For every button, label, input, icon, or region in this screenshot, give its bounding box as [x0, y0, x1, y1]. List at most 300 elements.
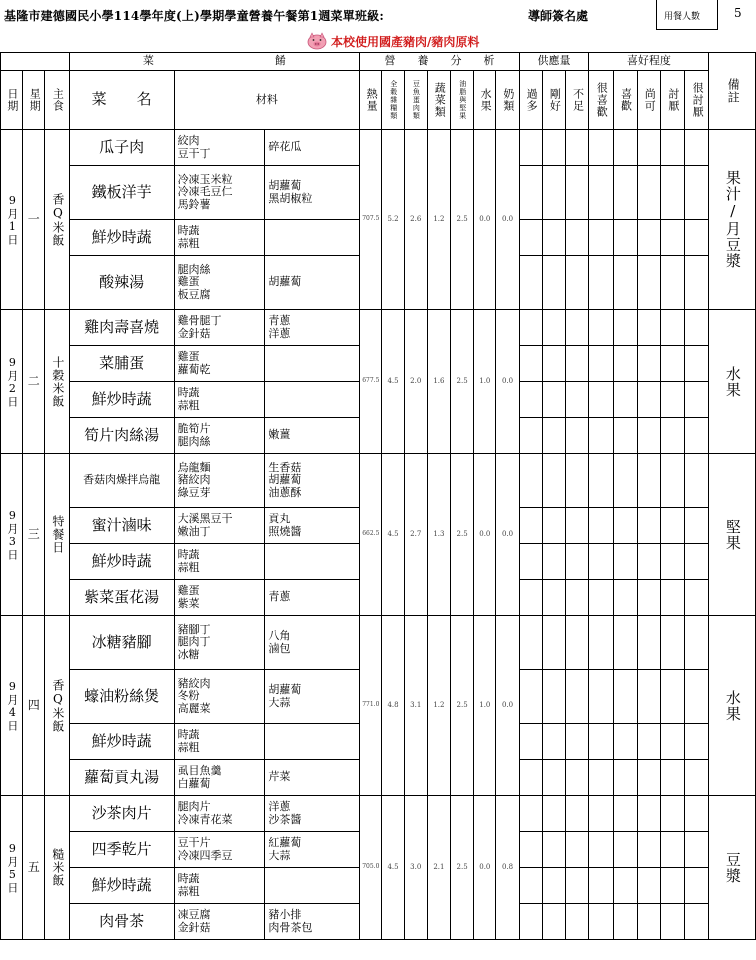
- nutrition-vegetables: 1.2: [427, 130, 450, 310]
- supply-check-cell[interactable]: [519, 580, 542, 616]
- dish-name: 鮮炒時蔬: [69, 868, 174, 904]
- preference-check-cell[interactable]: [685, 760, 709, 796]
- preference-check-cell[interactable]: [637, 904, 660, 940]
- dish-ingredients-main: 雞骨腿丁 金針菇: [174, 310, 265, 346]
- menu-title: 基隆市建德國民小學114學年度(上)學期學童營養午餐第1週菜單班級:: [4, 9, 384, 23]
- dish-ingredients-main: 虱目魚羹 白蘿蔔: [174, 760, 265, 796]
- preference-check-cell[interactable]: [637, 220, 660, 256]
- nutrition-grains: 4.5: [382, 310, 404, 454]
- preference-check-cell[interactable]: [637, 724, 660, 760]
- preference-check-cell[interactable]: [685, 508, 709, 544]
- preference-check-cell[interactable]: [660, 130, 684, 166]
- day-remark: 水果: [709, 616, 756, 796]
- preference-check-cell[interactable]: [589, 832, 613, 868]
- preference-check-cell[interactable]: [685, 130, 709, 166]
- supply-check-cell[interactable]: [566, 508, 589, 544]
- preference-check-cell[interactable]: [637, 580, 660, 616]
- nutrition-vegetables: 2.1: [427, 796, 450, 940]
- preference-check-cell[interactable]: [613, 166, 637, 220]
- supply-check-cell[interactable]: [519, 310, 542, 346]
- dish-name: 冰糖豬腳: [69, 616, 174, 670]
- preference-check-cell[interactable]: [613, 382, 637, 418]
- preference-check-cell[interactable]: [589, 382, 613, 418]
- dish-ingredients-extra: 豬小排 肉骨茶包: [265, 904, 360, 940]
- preference-check-cell[interactable]: [613, 418, 637, 454]
- dish-ingredients-main: 脆筍片 腿肉絲: [174, 418, 265, 454]
- dish-ingredients-extra: [265, 346, 360, 382]
- preference-check-cell[interactable]: [660, 418, 684, 454]
- preference-check-cell[interactable]: [637, 418, 660, 454]
- supply-check-cell[interactable]: [519, 544, 542, 580]
- group-nutrition: 營 養 分 析: [360, 53, 519, 71]
- dish-ingredients-main: 冷凍玉米粒 冷凍毛豆仁 馬鈴薯: [174, 166, 265, 220]
- preference-check-cell[interactable]: [613, 832, 637, 868]
- supply-check-cell[interactable]: [542, 454, 565, 508]
- supply-check-cell[interactable]: [542, 796, 565, 832]
- col-supply-just-right: 剛好: [542, 71, 565, 130]
- dish-ingredients-extra: [265, 868, 360, 904]
- dish-name: 紫菜蛋花湯: [69, 580, 174, 616]
- preference-check-cell[interactable]: [589, 166, 613, 220]
- nutrition-protein: 2.6: [404, 130, 427, 310]
- dish-ingredients-extra: 嫩薑: [265, 418, 360, 454]
- preference-check-cell[interactable]: [660, 868, 684, 904]
- day-staple: 香Q米飯: [45, 130, 69, 310]
- nutrition-dairy: 0.8: [496, 796, 519, 940]
- dish-ingredients-main: 烏龍麵 豬絞肉 綠豆芽: [174, 454, 265, 508]
- supply-check-cell[interactable]: [519, 724, 542, 760]
- preference-check-cell[interactable]: [660, 724, 684, 760]
- preference-check-cell[interactable]: [660, 670, 684, 724]
- supply-check-cell[interactable]: [566, 760, 589, 796]
- dish-name: 鮮炒時蔬: [69, 220, 174, 256]
- supply-check-cell[interactable]: [542, 382, 565, 418]
- col-grains: 全穀雜糧類: [382, 71, 404, 130]
- nutrition-calories: 662.5: [360, 454, 382, 616]
- preference-check-cell[interactable]: [613, 670, 637, 724]
- preference-check-cell[interactable]: [589, 760, 613, 796]
- col-protein: 豆魚蛋肉類: [404, 71, 427, 130]
- preference-check-cell[interactable]: [637, 616, 660, 670]
- diner-count-value: 5: [734, 6, 742, 20]
- dish-ingredients-main: 豬腳丁 腿肉丁 冰糖: [174, 616, 265, 670]
- supply-check-cell[interactable]: [542, 166, 565, 220]
- col-supply-not-enough: 不足: [566, 71, 589, 130]
- dish-name: 酸辣湯: [69, 256, 174, 310]
- supply-check-cell[interactable]: [542, 724, 565, 760]
- notice-text: 本校使用國產豬肉/豬肉原料: [331, 34, 480, 49]
- col-pref-ok: 尚可: [637, 71, 660, 130]
- supply-check-cell[interactable]: [566, 256, 589, 310]
- day-date: 9月1日: [1, 130, 23, 310]
- preference-check-cell[interactable]: [613, 544, 637, 580]
- supply-check-cell[interactable]: [519, 346, 542, 382]
- preference-check-cell[interactable]: [685, 616, 709, 670]
- supply-check-cell[interactable]: [519, 616, 542, 670]
- preference-check-cell[interactable]: [589, 508, 613, 544]
- preference-check-cell[interactable]: [660, 346, 684, 382]
- supply-check-cell[interactable]: [566, 418, 589, 454]
- dish-ingredients-main: 豬絞肉 冬粉 高麗菜: [174, 670, 265, 724]
- preference-check-cell[interactable]: [589, 904, 613, 940]
- day-date: 9月2日: [1, 310, 23, 454]
- preference-check-cell[interactable]: [613, 904, 637, 940]
- supply-check-cell[interactable]: [542, 616, 565, 670]
- nutrition-grains: 4.5: [382, 796, 404, 940]
- nutrition-fats: 2.5: [451, 130, 474, 310]
- preference-check-cell[interactable]: [637, 544, 660, 580]
- dish-ingredients-main: 時蔬 蒜粗: [174, 544, 265, 580]
- group-preference: 喜好程度: [589, 53, 709, 71]
- preference-check-cell[interactable]: [613, 256, 637, 310]
- dish-ingredients-main: 時蔬 蒜粗: [174, 868, 265, 904]
- preference-check-cell[interactable]: [660, 544, 684, 580]
- supply-check-cell[interactable]: [519, 454, 542, 508]
- preference-check-cell[interactable]: [589, 580, 613, 616]
- dish-ingredients-extra: 紅蘿蔔 大蒜: [265, 832, 360, 868]
- preference-check-cell[interactable]: [637, 310, 660, 346]
- preference-check-cell[interactable]: [660, 796, 684, 832]
- supply-check-cell[interactable]: [566, 832, 589, 868]
- preference-check-cell[interactable]: [685, 220, 709, 256]
- dish-name: 鮮炒時蔬: [69, 724, 174, 760]
- col-ingredients: 材料: [174, 71, 360, 130]
- dish-ingredients-main: 豆干片 冷凍四季豆: [174, 832, 265, 868]
- dish-name: 香菇肉燥拌烏龍: [69, 454, 174, 508]
- col-calories: 熱量: [360, 71, 382, 130]
- supply-check-cell[interactable]: [519, 382, 542, 418]
- nutrition-calories: 707.5: [360, 130, 382, 310]
- supply-check-cell[interactable]: [566, 724, 589, 760]
- supply-check-cell[interactable]: [566, 544, 589, 580]
- preference-check-cell[interactable]: [613, 454, 637, 508]
- nutrition-vegetables: 1.3: [427, 454, 450, 616]
- day-remark: 豆漿: [709, 796, 756, 940]
- preference-check-cell[interactable]: [685, 256, 709, 310]
- nutrition-fats: 2.5: [451, 616, 474, 796]
- col-fats: 油脂與堅果: [451, 71, 474, 130]
- preference-check-cell[interactable]: [685, 454, 709, 508]
- dish-name: 鮮炒時蔬: [69, 382, 174, 418]
- preference-check-cell[interactable]: [685, 724, 709, 760]
- preference-check-cell[interactable]: [685, 310, 709, 346]
- col-pref-love: 很喜歡: [589, 71, 613, 130]
- dish-ingredients-main: 大溪黑豆干 嫩油丁: [174, 508, 265, 544]
- supply-check-cell[interactable]: [566, 904, 589, 940]
- preference-check-cell[interactable]: [685, 868, 709, 904]
- dish-name: 蜜汁滷味: [69, 508, 174, 544]
- dish-ingredients-main: 時蔬 蒜粗: [174, 382, 265, 418]
- dish-name: 鮮炒時蔬: [69, 544, 174, 580]
- page-header: [0, 0, 756, 30]
- supply-check-cell[interactable]: [542, 868, 565, 904]
- preference-check-cell[interactable]: [660, 832, 684, 868]
- preference-check-cell[interactable]: [660, 760, 684, 796]
- table-row: [1, 616, 756, 670]
- dish-ingredients-extra: [265, 544, 360, 580]
- preference-check-cell[interactable]: [660, 904, 684, 940]
- supply-check-cell[interactable]: [566, 382, 589, 418]
- day-remark: 堅果: [709, 454, 756, 616]
- supply-check-cell[interactable]: [542, 508, 565, 544]
- day-staple: 特餐日: [45, 454, 69, 616]
- dish-ingredients-main: 絞肉 豆干丁: [174, 130, 265, 166]
- supply-check-cell[interactable]: [519, 670, 542, 724]
- supply-check-cell[interactable]: [566, 868, 589, 904]
- col-pref-dislike: 討厭: [660, 71, 684, 130]
- preference-check-cell[interactable]: [685, 418, 709, 454]
- preference-check-cell[interactable]: [637, 760, 660, 796]
- preference-check-cell[interactable]: [613, 130, 637, 166]
- nutrition-dairy: 0.0: [496, 454, 519, 616]
- table-row: [1, 310, 756, 346]
- nutrition-fruit: 0.0: [474, 130, 496, 310]
- supply-check-cell[interactable]: [542, 904, 565, 940]
- col-vegetables: 蔬菜類: [427, 71, 450, 130]
- preference-check-cell[interactable]: [660, 580, 684, 616]
- day-remark: 果汁/月豆漿: [709, 130, 756, 310]
- dish-ingredients-main: 凍豆腐 金針菇: [174, 904, 265, 940]
- preference-check-cell[interactable]: [637, 508, 660, 544]
- supply-check-cell[interactable]: [519, 868, 542, 904]
- supply-check-cell[interactable]: [566, 616, 589, 670]
- header-blank: [1, 53, 70, 71]
- col-pref-hate: 很討厭: [685, 71, 709, 130]
- preference-check-cell[interactable]: [637, 670, 660, 724]
- preference-check-cell[interactable]: [613, 580, 637, 616]
- col-fruit: 水果: [474, 71, 496, 130]
- preference-check-cell[interactable]: [637, 166, 660, 220]
- teacher-signature-label: 導師簽名處: [528, 9, 589, 23]
- nutrition-fruit: 1.0: [474, 616, 496, 796]
- day-date: 9月4日: [1, 616, 23, 796]
- supply-check-cell[interactable]: [519, 760, 542, 796]
- preference-check-cell[interactable]: [685, 166, 709, 220]
- weekly-menu-table: [0, 52, 756, 940]
- preference-check-cell[interactable]: [589, 868, 613, 904]
- nutrition-calories: 705.0: [360, 796, 382, 940]
- preference-check-cell[interactable]: [589, 724, 613, 760]
- nutrition-fruit: 0.0: [474, 454, 496, 616]
- preference-check-cell[interactable]: [613, 616, 637, 670]
- nutrition-vegetables: 1.2: [427, 616, 450, 796]
- preference-check-cell[interactable]: [637, 454, 660, 508]
- preference-check-cell[interactable]: [589, 796, 613, 832]
- supply-check-cell[interactable]: [566, 580, 589, 616]
- day-staple: 十穀米飯: [45, 310, 69, 454]
- supply-check-cell[interactable]: [542, 256, 565, 310]
- day-staple: 糙米飯: [45, 796, 69, 940]
- table-row: [1, 796, 756, 832]
- preference-check-cell[interactable]: [637, 382, 660, 418]
- supply-check-cell[interactable]: [519, 256, 542, 310]
- dish-name: 雞肉壽喜燒: [69, 310, 174, 346]
- preference-check-cell[interactable]: [589, 220, 613, 256]
- preference-check-cell[interactable]: [637, 796, 660, 832]
- dish-name: 蠔油粉絲煲: [69, 670, 174, 724]
- preference-check-cell[interactable]: [637, 832, 660, 868]
- supply-check-cell[interactable]: [566, 670, 589, 724]
- nutrition-dairy: 0.0: [496, 130, 519, 310]
- preference-check-cell[interactable]: [613, 310, 637, 346]
- preference-check-cell[interactable]: [613, 346, 637, 382]
- nutrition-dairy: 0.0: [496, 310, 519, 454]
- preference-check-cell[interactable]: [660, 382, 684, 418]
- preference-check-cell[interactable]: [660, 310, 684, 346]
- preference-check-cell[interactable]: [660, 256, 684, 310]
- preference-check-cell[interactable]: [685, 580, 709, 616]
- supply-check-cell[interactable]: [519, 832, 542, 868]
- nutrition-protein: 2.0: [404, 310, 427, 454]
- dish-ingredients-main: 雞蛋 蘿蔔乾: [174, 346, 265, 382]
- preference-check-cell[interactable]: [660, 220, 684, 256]
- dish-ingredients-main: 腿肉絲 雞蛋 板豆腐: [174, 256, 265, 310]
- preference-check-cell[interactable]: [589, 616, 613, 670]
- col-pref-like: 喜歡: [613, 71, 637, 130]
- dish-ingredients-extra: 青蔥: [265, 580, 360, 616]
- preference-check-cell[interactable]: [613, 508, 637, 544]
- dish-name: 鐵板洋芋: [69, 166, 174, 220]
- dish-ingredients-extra: 青蔥 洋蔥: [265, 310, 360, 346]
- preference-check-cell[interactable]: [685, 382, 709, 418]
- supply-check-cell[interactable]: [519, 508, 542, 544]
- dish-name: 筍片肉絲湯: [69, 418, 174, 454]
- supply-check-cell[interactable]: [542, 346, 565, 382]
- dish-ingredients-main: 腿肉片 冷凍青花菜: [174, 796, 265, 832]
- preference-check-cell[interactable]: [660, 616, 684, 670]
- day-remark: 水果: [709, 310, 756, 454]
- day-date: 9月5日: [1, 796, 23, 940]
- menu-body: [1, 130, 756, 940]
- preference-check-cell[interactable]: [589, 130, 613, 166]
- supply-check-cell[interactable]: [519, 130, 542, 166]
- preference-check-cell[interactable]: [637, 868, 660, 904]
- col-weekday: 星期: [23, 71, 45, 130]
- dish-ingredients-extra: 胡蘿蔔 大蒜: [265, 670, 360, 724]
- preference-check-cell[interactable]: [660, 508, 684, 544]
- pork-origin-notice: [306, 30, 479, 52]
- supply-check-cell[interactable]: [566, 220, 589, 256]
- supply-check-cell[interactable]: [542, 832, 565, 868]
- dish-name: 肉骨茶: [69, 904, 174, 940]
- supply-check-cell[interactable]: [542, 418, 565, 454]
- preference-check-cell[interactable]: [613, 760, 637, 796]
- preference-check-cell[interactable]: [685, 544, 709, 580]
- preference-check-cell[interactable]: [589, 670, 613, 724]
- preference-check-cell[interactable]: [589, 544, 613, 580]
- day-weekday: 三: [23, 454, 45, 616]
- day-weekday: 五: [23, 796, 45, 940]
- supply-check-cell[interactable]: [519, 796, 542, 832]
- dish-ingredients-extra: 胡蘿蔔 黑胡椒粒: [265, 166, 360, 220]
- col-dish-name: 菜 名: [69, 71, 174, 130]
- preference-check-cell[interactable]: [613, 796, 637, 832]
- nutrition-fruit: 1.0: [474, 310, 496, 454]
- preference-check-cell[interactable]: [660, 166, 684, 220]
- dish-ingredients-extra: 貢丸 照燒醬: [265, 508, 360, 544]
- day-weekday: 二: [23, 310, 45, 454]
- preference-check-cell[interactable]: [685, 832, 709, 868]
- supply-check-cell[interactable]: [519, 220, 542, 256]
- day-staple: 香Q米飯: [45, 616, 69, 796]
- nutrition-grains: 4.8: [382, 616, 404, 796]
- preference-check-cell[interactable]: [660, 454, 684, 508]
- dish-ingredients-main: 雞蛋 紫菜: [174, 580, 265, 616]
- supply-check-cell[interactable]: [542, 310, 565, 346]
- supply-check-cell[interactable]: [542, 580, 565, 616]
- group-dish: 菜 餚: [69, 53, 360, 71]
- nutrition-fats: 2.5: [451, 796, 474, 940]
- dish-ingredients-extra: 芹菜: [265, 760, 360, 796]
- supply-check-cell[interactable]: [542, 220, 565, 256]
- preference-check-cell[interactable]: [613, 868, 637, 904]
- supply-check-cell[interactable]: [566, 310, 589, 346]
- preference-check-cell[interactable]: [685, 670, 709, 724]
- day-weekday: 四: [23, 616, 45, 796]
- table-row: [1, 454, 756, 508]
- dish-ingredients-extra: 碎花瓜: [265, 130, 360, 166]
- nutrition-calories: 677.5: [360, 310, 382, 454]
- supply-check-cell[interactable]: [519, 418, 542, 454]
- table-row: [1, 130, 756, 166]
- preference-check-cell[interactable]: [613, 220, 637, 256]
- dish-name: 菜脯蛋: [69, 346, 174, 382]
- preference-check-cell[interactable]: [685, 904, 709, 940]
- col-remark: 備註: [709, 53, 756, 130]
- preference-check-cell[interactable]: [637, 346, 660, 382]
- preference-check-cell[interactable]: [589, 256, 613, 310]
- dish-ingredients-main: 時蔬 蒜粗: [174, 724, 265, 760]
- diner-count-label: 用餐人數: [664, 12, 701, 22]
- nutrition-protein: 2.7: [404, 454, 427, 616]
- preference-check-cell[interactable]: [637, 130, 660, 166]
- nutrition-grains: 5.2: [382, 130, 404, 310]
- supply-check-cell[interactable]: [566, 166, 589, 220]
- supply-check-cell[interactable]: [566, 796, 589, 832]
- supply-check-cell[interactable]: [566, 454, 589, 508]
- preference-check-cell[interactable]: [613, 724, 637, 760]
- group-supply: 供應量: [519, 53, 589, 71]
- supply-check-cell[interactable]: [519, 166, 542, 220]
- supply-check-cell[interactable]: [566, 346, 589, 382]
- nutrition-protein: 3.0: [404, 796, 427, 940]
- supply-check-cell[interactable]: [519, 904, 542, 940]
- nutrition-fats: 2.5: [451, 310, 474, 454]
- preference-check-cell[interactable]: [637, 256, 660, 310]
- col-supply-too-much: 過多: [519, 71, 542, 130]
- preference-check-cell[interactable]: [589, 454, 613, 508]
- col-staple: 主食: [45, 71, 69, 130]
- supply-check-cell[interactable]: [542, 760, 565, 796]
- preference-check-cell[interactable]: [589, 346, 613, 382]
- preference-check-cell[interactable]: [685, 346, 709, 382]
- preference-check-cell[interactable]: [589, 418, 613, 454]
- nutrition-protein: 3.1: [404, 616, 427, 796]
- dish-ingredients-extra: 生香菇 胡蘿蔔 油蔥酥: [265, 454, 360, 508]
- col-dairy: 奶類: [496, 71, 519, 130]
- supply-check-cell[interactable]: [542, 130, 565, 166]
- preference-check-cell[interactable]: [685, 796, 709, 832]
- preference-check-cell[interactable]: [589, 310, 613, 346]
- day-weekday: 一: [23, 130, 45, 310]
- supply-check-cell[interactable]: [566, 130, 589, 166]
- supply-check-cell[interactable]: [542, 670, 565, 724]
- pig-icon: [306, 32, 328, 50]
- dish-ingredients-main: 時蔬 蒜粗: [174, 220, 265, 256]
- dish-name: 蘿蔔貢丸湯: [69, 760, 174, 796]
- supply-check-cell[interactable]: [542, 544, 565, 580]
- nutrition-fats: 2.5: [451, 454, 474, 616]
